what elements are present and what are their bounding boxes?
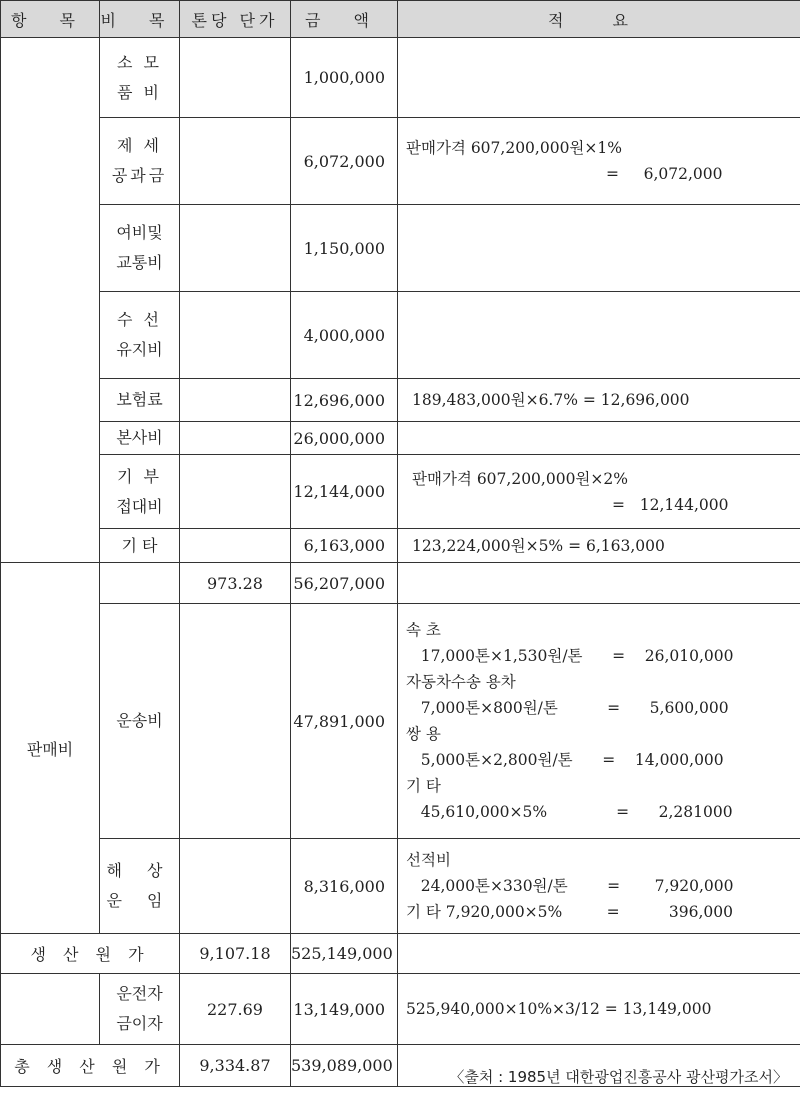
expense-name: 기 타 (100, 529, 180, 563)
expense-name: 여비및 교통비 (100, 205, 180, 292)
expense-name: 해 상 운 임 (100, 839, 180, 934)
unit-price-cell (180, 38, 291, 118)
expense-name: 제 세 공과금 (100, 118, 180, 205)
expense-name: 수 선 유지비 (100, 292, 180, 379)
amount-cell: 47,891,000 (291, 604, 398, 839)
table-row-production-cost (1, 934, 800, 974)
unit-price-cell (180, 205, 291, 292)
table-row-taxes (1, 118, 800, 205)
amount-cell: 12,696,000 (291, 379, 398, 422)
amount-cell: 8,316,000 (291, 839, 398, 934)
unit-price-cell (180, 455, 291, 529)
expense-name: 기 부 접대비 (100, 455, 180, 529)
remarks-cell: 525,940,000×10%×3/12 = 13,149,000 (398, 974, 800, 1045)
expense-name: 소 모 품 비 (100, 38, 180, 118)
header-remarks: 적 요 (398, 1, 800, 38)
remarks-cell (398, 422, 800, 455)
amount-cell: 6,163,000 (291, 529, 398, 563)
header-amount: 금 액 (291, 1, 398, 38)
unit-price-cell: 973.28 (180, 563, 291, 604)
source-caption: 〈출처 : 1985년 대한광업진흥공사 광산평가조서〉 (449, 1068, 788, 1086)
remarks-cell: 판매가격 607,200,000원×2% = 12,144,000 (398, 455, 800, 529)
amount-cell: 26,000,000 (291, 422, 398, 455)
unit-price-cell (180, 422, 291, 455)
expense-name: 운송비 (100, 604, 180, 839)
unit-price-cell (180, 839, 291, 934)
unit-price-cell: 9,107.18 (180, 934, 291, 974)
table-row-insurance (1, 379, 800, 422)
table-row-interest (1, 974, 800, 1045)
unit-price-cell (180, 379, 291, 422)
table-row-consumables (1, 38, 800, 118)
table-row-sales-subtotal (1, 563, 800, 604)
header-expense: 비 목 (100, 1, 180, 38)
header-item: 항 목 (1, 1, 100, 38)
header-row (1, 1, 800, 38)
remarks-cell: 판매가격 607,200,000원×1% = 6,072,000 (398, 118, 800, 205)
expense-name: 운전자 금이자 (100, 974, 180, 1045)
amount-cell: 1,150,000 (291, 205, 398, 292)
unit-price-cell: 9,334.87 (180, 1045, 291, 1087)
table-row-shipping (1, 839, 800, 934)
amount-cell: 56,207,000 (291, 563, 398, 604)
remarks-cell: 속 초 17,000톤×1,530원/톤 = 26,010,000 자동차수송 용차 7,000톤×800원/톤 = 5,600,000 쌍 용 5,000톤×2,800원/톤 = 14,000,000 기 타 45,610,000×5% = 2,281000 (398, 604, 800, 839)
total-cost-label: 총 생 산 원 가 (1, 1045, 180, 1087)
unit-price-cell (180, 604, 291, 839)
amount-cell: 525,149,000 (291, 934, 398, 974)
amount-cell: 12,144,000 (291, 455, 398, 529)
amount-cell: 6,072,000 (291, 118, 398, 205)
amount-cell: 13,149,000 (291, 974, 398, 1045)
item-cell-blank (1, 38, 100, 563)
expense-name: 본사비 (100, 422, 180, 455)
table-row-repair (1, 292, 800, 379)
header-unit-price: 톤당 단가 (180, 1, 291, 38)
remarks-cell: 123,224,000원×5% = 6,163,000 (398, 529, 800, 563)
unit-price-cell (180, 529, 291, 563)
remarks-cell (398, 205, 800, 292)
amount-cell: 4,000,000 (291, 292, 398, 379)
production-cost-label: 생 산 원 가 (1, 934, 180, 974)
remarks-cell: 189,483,000원×6.7% = 12,696,000 (398, 379, 800, 422)
table-row-headoffice (1, 422, 800, 455)
amount-cell: 1,000,000 (291, 38, 398, 118)
item-cell-sales: 판매비 (1, 563, 100, 934)
item-cell-blank (1, 974, 100, 1045)
remarks-cell (398, 563, 800, 604)
table-row-other (1, 529, 800, 563)
remarks-cell (398, 934, 800, 974)
expense-name: 보험료 (100, 379, 180, 422)
table-row-transport (1, 604, 800, 839)
unit-price-cell (180, 118, 291, 205)
unit-price-cell: 227.69 (180, 974, 291, 1045)
remarks-cell: 선적비 24,000톤×330원/톤 = 7,920,000 기 타 7,920,000×5% = 396,000 (398, 839, 800, 934)
table-row-entertainment (1, 455, 800, 529)
amount-cell: 539,089,000 (291, 1045, 398, 1087)
remarks-cell (398, 38, 800, 118)
unit-price-cell (180, 292, 291, 379)
expense-name-blank (100, 563, 180, 604)
remarks-cell (398, 292, 800, 379)
table-row-travel (1, 205, 800, 292)
